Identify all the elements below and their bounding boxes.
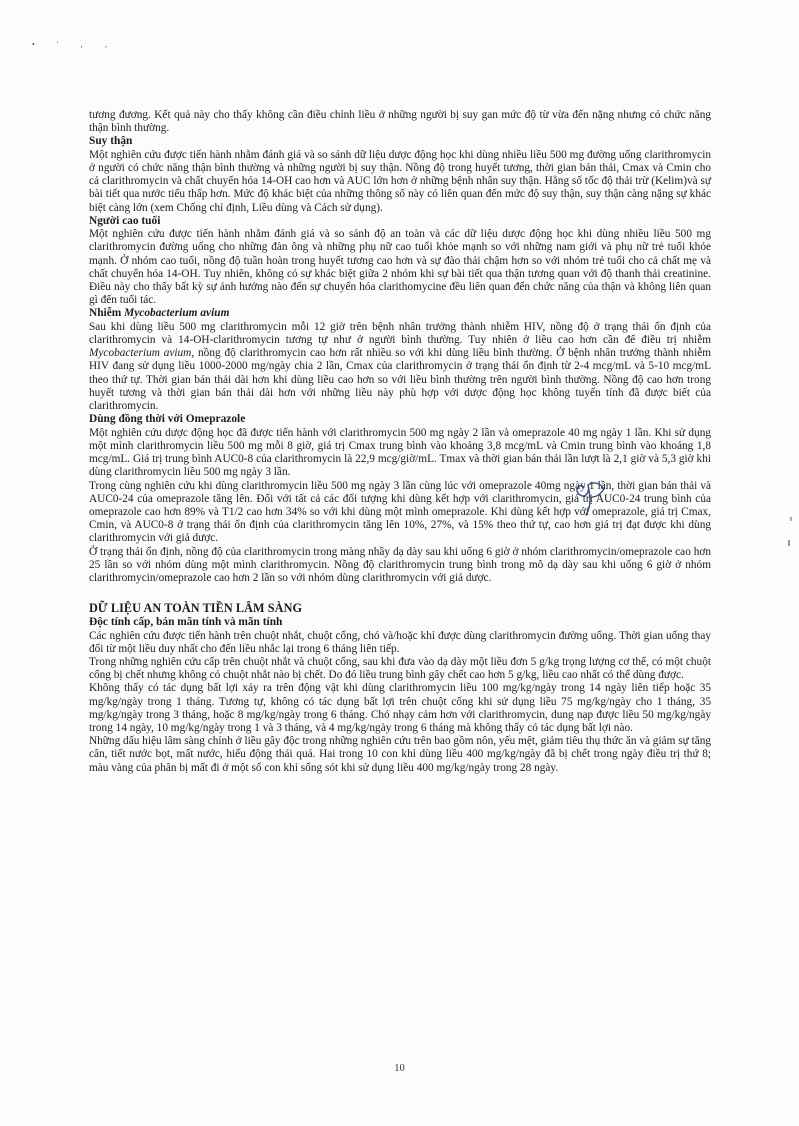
heading-omeprazole: Dùng đồng thời với Omeprazole xyxy=(89,413,246,426)
page-content xyxy=(89,109,711,775)
paragraph-omeprazole-2: Trong cùng nghiên cứu khi dùng clarithromycin liều 500 mg ngày 3 lần cùng lúc với omeprazole 40mg ngày 1 lần, thời gian bán thải và AUC0-24 của omeprazole tăng lên. Đối với tất cả các đối tượng khi dùng kết hợp với clarithromycin, giá trị AUC0-24 trung bình của omeprazole cao hơn 89% và T1/2 cao hơn 34% so với khi dùng một mình omeprazole. Khi dùng kết hợp với omeprazole, giá trị Cmax, Cmin, và AUC0-8 ở trạng thái ổn định của clarithromycin tăng lên 10%, 27%, và 15% theo thứ tự, cao hơn giá trị đạt được khi dùng clarithromycin với giả dược. xyxy=(89,479,711,545)
heading-mycobacterium xyxy=(89,307,711,320)
heading-preclinical-safety: DỮ LIỆU AN TOÀN TIỀN LÂM SÀNG xyxy=(89,601,303,616)
intro-paragraph: tương đương. Kết quả này cho thấy không cần điều chỉnh liều ở những người bị suy gan mức độ từ vừa đến nặng nhưng có chức năng thận bình thường. xyxy=(89,109,711,135)
heading-suy-than: Suy thận xyxy=(89,135,133,148)
paragraph-toxicity-3: Không thấy có tác dụng bất lợi xảy ra trên động vật khi dùng clarithromycin liều 100 mg/kg/ngày trong 14 ngày liên tiếp hoặc 35 mg/kg/ngày trong 1 tháng. Tương tự, không có tác dụng bất lợi trên chuột cống khi sử dụng liều 75 mg/kg/ngày cho 1 tháng, 35 mg/kg/ngày trong 3 tháng, hoặc 8 mg/kg/ngày trong 6 tháng. Chó nhạy cảm hơn với clarithromycin, dung nạp được liều 50 mg/kg/ngày trong 14 ngày, 10 mg/kg/ngày trong 1 và 3 tháng, và 4 mg/kg/ngày trong 6 tháng mà không thấy có tác dụng bất lợi nào. xyxy=(89,682,711,734)
heading-mycobacterium-prefix: Nhiễm xyxy=(89,307,125,320)
paragraph-omeprazole-3: Ở trạng thái ổn định, nồng độ của clarithromycin trong màng nhầy dạ dày sau khi uống 6 giờ ở nhóm clarithromycin/omeprazole cao hơn 25 lần so với nhóm dùng một mình clarithromycin. Nồng độ clarithromycin trung bình trong mô dạ dày sau khi uống 6 giờ ở nhóm clarithromycin/omeprazole cao hơn 2 lần so với nhóm dùng clarithromycin với giả dược. xyxy=(89,545,711,584)
heading-mycobacterium-italic: Mycobacterium avium xyxy=(124,307,230,320)
heading-nguoi-cao-tuoi: Người cao tuổi xyxy=(89,214,161,227)
paragraph-nguoi-cao-tuoi: Một nghiên cứu được tiến hành nhằm đánh giá và so sánh độ an toàn và các dữ liệu dược động học khi dùng nhiều liều 500 mg clarithromycin đường uống cho những đàn ông và những phụ nữ cao tuổi khỏe mạnh so với những nam giới và phụ nữ trẻ tuổi khỏe mạnh. Ở nhóm cao tuổi, nồng độ tuần hoàn trong huyết tương cao hơn và sự đào thải chậm hơn so với nhóm trẻ tuổi cho cả chất mẹ và chất chuyển hóa 14-OH. Tuy nhiên, không có sự khác biệt giữa 2 nhóm khi sự bài tiết qua thận tương quan với độ thanh thải creatinine. Điều này cho thấy bất kỳ sự ảnh hưởng nào đến sự chuyển hóa clarithomycine đều liên quan đến chức năng của thận và không liên quan gì đến tuổi tác. xyxy=(89,228,711,307)
mac-text-italic: Mycobacterium avium xyxy=(89,347,192,360)
scan-edge-mark xyxy=(788,540,790,546)
scan-marks: • ' ‚ , xyxy=(32,40,117,49)
paragraph-toxicity-4: Những dấu hiệu lâm sàng chính ở liều gây độc trong những nghiên cứu trên bao gồm nôn, yếu mệt, giảm tiêu thụ thức ăn và giảm sự tăng cân, tiết nước bọt, mất nước, hiếu động thái quá. Hai trong 10 con khỉ dùng liều 400 mg/kg/ngày đã bị chết trong ngày điều trị thứ 8; màu vàng của phân bị mất đi ở một số con khỉ sống sót khi sử dụng liều 400 mg/kg/ngày trong 28 ngày. xyxy=(89,735,712,774)
heading-toxicity: Độc tính cấp, bán mãn tính và mãn tính xyxy=(89,616,283,629)
paragraph-suy-than: Một nghiên cứu được tiến hành nhằm đánh giá và so sánh dữ liệu dược động học khi dùng nhiều liều 500 mg đường uống clarithromycin ở người có chức năng thận bình thường và những người bị suy thận. Nồng độ trong huyết tương, thời gian bán thải, Cmax và Cmin cho cả clarithromycin và chất chuyển hóa 14-OH cao hơn và AUC lớn hơn ở những bệnh nhân suy thận. Hằng số tốc độ thải trừ (Kelim)và sự bài tiết qua nước tiểu thấp hơn. Mức độ khác biệt của những thông số này có liên quan đến mức độ suy thận, suy thận càng nặng sự khác biệt càng lớn (xem Chống chỉ định, Liều dùng và Cách sử dụng). xyxy=(89,148,711,214)
page-number: 10 xyxy=(394,1063,405,1074)
handwritten-initial-signature xyxy=(570,475,612,519)
paragraph-omeprazole-1: Một nghiên cứu dược động học đã được tiến hành với clarithromycin 500 mg ngày 2 lần và omeprazole 40 mg ngày 1 lần. Khi sử dụng một mình clarithromycin liều 500 mg mỗi 8 giờ, giá trị Cmax trung bình vào khoảng 3,8 mcg/mL và Cmin trung bình vào khoảng 1,8 mcg/mL. Giá trị trung bình AUC0-8 của clarithromycin là 22,9 mcg/giờ/mL. Tmax và thời gian bán thải lần lượt là 2,1 giờ và 5,3 giờ khi dùng clarithromycin liều 500 mg ngày 3 lần. xyxy=(89,426,711,479)
paragraph-mycobacterium xyxy=(89,321,711,413)
mac-text-part-2: , nồng độ clarithromycin cao hơn rất nhiều so với khi dùng liều bình thường. Ở bệnh nhân trưởng thành nhiễm HIV đang sử dụng liều 1000-2000 mg/ngày chia 2 lần, Cmax của clarithromycin ở trạng thái ổn định từ 2-4 mcg/mL và 5-10 mcg/mL theo thứ tự. Thời gian bán thải dài hơn khi dùng liều cao hơn so với liều bình thường trên người bình thường. Nồng độ cao hơn trong huyết tương và thời gian bán thải dài hơn với những liều này phù hợp với dược động học không tuyến tính đã được biết của clarithromycin. xyxy=(89,347,712,413)
scan-edge-mark xyxy=(790,517,792,521)
paragraph-toxicity-1: Các nghiên cứu được tiến hành trên chuột nhắt, chuột cống, chó và/hoặc khỉ được dùng clarithromycin đường uống. Thời gian uống thay đổi từ một liều duy nhất cho đến liều nhắc lại trong 6 tháng liên tiếp. xyxy=(89,629,711,655)
mac-text-part-1: Sau khi dùng liều 500 mg clarithromycin mỗi 12 giờ trên bệnh nhân trưởng thành nhiễm HIV, nồng độ ở trạng thái ổn định của clarithromycin và 14-OH-clarithromycin tương tự như ở người bình thường. Tuy nhiên ở liều cao hơn cần để điều trị nhiễm xyxy=(89,320,711,347)
paragraph-toxicity-2: Trong những nghiên cứu cấp trên chuột nhắt và chuột cống, sau khi đưa vào dạ dày một liều đơn 5 g/kg trọng lượng cơ thể, có một chuột cống bị chết nhưng không có chuột nhắt nào bị chết. Do đó liều trung bình gây chết cao hơn 5 g/kg, liều cao nhất có thể dùng được. xyxy=(89,655,711,682)
